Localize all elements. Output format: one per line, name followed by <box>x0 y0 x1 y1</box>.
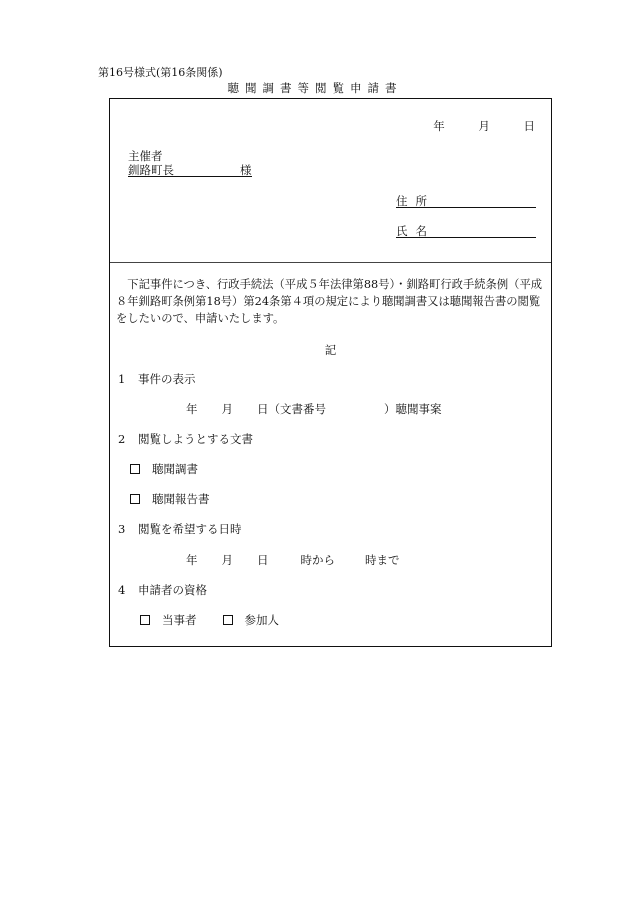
view-day-label: 日 <box>257 553 269 567</box>
participant-label: 参加人 <box>244 613 279 627</box>
party-label: 当事者 <box>162 613 197 627</box>
option-hearing-report[interactable] <box>130 491 210 507</box>
addressee-mayor <box>128 162 252 177</box>
option-hearing-record[interactable] <box>130 461 198 477</box>
name-field[interactable] <box>396 223 536 238</box>
name-label: 氏名 <box>396 224 435 238</box>
address-label: 住所 <box>396 194 435 208</box>
option-party[interactable] <box>140 613 197 627</box>
name-underline <box>396 223 536 238</box>
form-frame <box>109 98 552 647</box>
address-underline <box>396 193 536 208</box>
case-identification-line[interactable] <box>186 401 442 417</box>
view-from-label: 時から <box>300 553 335 567</box>
addressee-mayor-label: 釧路町長 <box>128 163 174 177</box>
view-until-label: 時まで <box>365 553 400 567</box>
case-day-label: 日 <box>257 402 269 416</box>
hearing-record-checkbox[interactable] <box>130 464 140 474</box>
addressee-organizer: 主催者 <box>128 149 163 163</box>
form-number: 第16号様式(第16条関係) <box>98 66 223 79</box>
section-3-heading <box>118 521 242 537</box>
request-statement: 下記事件につき、行政手続法（平成５年法律第88号）・釧路町行政手続条例（平成８年釧路町条例第18号）第24条第４項の規定により聴聞調書又は聴聞報告書の閲覧をしたいので、申請いたします。 <box>116 278 543 325</box>
section-divider <box>110 262 551 263</box>
section-2-heading <box>118 431 253 447</box>
view-month-label: 月 <box>221 553 233 567</box>
participant-checkbox[interactable] <box>223 615 233 625</box>
section-1-heading <box>118 371 196 387</box>
date-year-label: 年 <box>433 119 445 133</box>
application-date <box>403 118 535 134</box>
party-checkbox[interactable] <box>140 615 150 625</box>
hearing-report-label: 聴聞報告書 <box>152 492 210 506</box>
addressee-honorific: 様 <box>240 163 252 177</box>
case-year-label: 年 <box>186 402 198 416</box>
hearing-report-checkbox[interactable] <box>130 494 140 504</box>
view-year-label: 年 <box>186 553 198 567</box>
option-participant[interactable] <box>223 613 280 627</box>
case-month-label: 月 <box>221 402 233 416</box>
case-doc-number-label: （文書番号 <box>268 402 326 416</box>
section-2-label: 閲覧しようとする文書 <box>138 432 253 446</box>
hearing-record-label: 聴聞調書 <box>152 462 198 476</box>
section-3-label: 閲覧を希望する日時 <box>138 522 242 536</box>
section-4-label: 申請者の資格 <box>138 583 207 597</box>
address-field[interactable] <box>396 193 536 208</box>
document-title: 聴聞調書等閲覧申請書 <box>227 81 403 95</box>
addressee-mayor-underlined <box>128 162 252 177</box>
viewing-datetime-line[interactable] <box>186 552 400 568</box>
date-month-label: 月 <box>478 119 490 133</box>
section-1-number: 1 <box>118 372 126 386</box>
section-3-number: 3 <box>118 522 126 536</box>
section-4-heading <box>118 582 207 598</box>
case-hearing-label: ）聴聞事案 <box>384 402 442 416</box>
applicant-qualification-options <box>140 612 279 628</box>
date-day-label: 日 <box>523 119 535 133</box>
ki-heading: 記 <box>324 343 337 357</box>
section-4-number: 4 <box>118 583 126 597</box>
section-1-label: 事件の表示 <box>138 372 196 386</box>
section-2-number: 2 <box>118 432 126 446</box>
